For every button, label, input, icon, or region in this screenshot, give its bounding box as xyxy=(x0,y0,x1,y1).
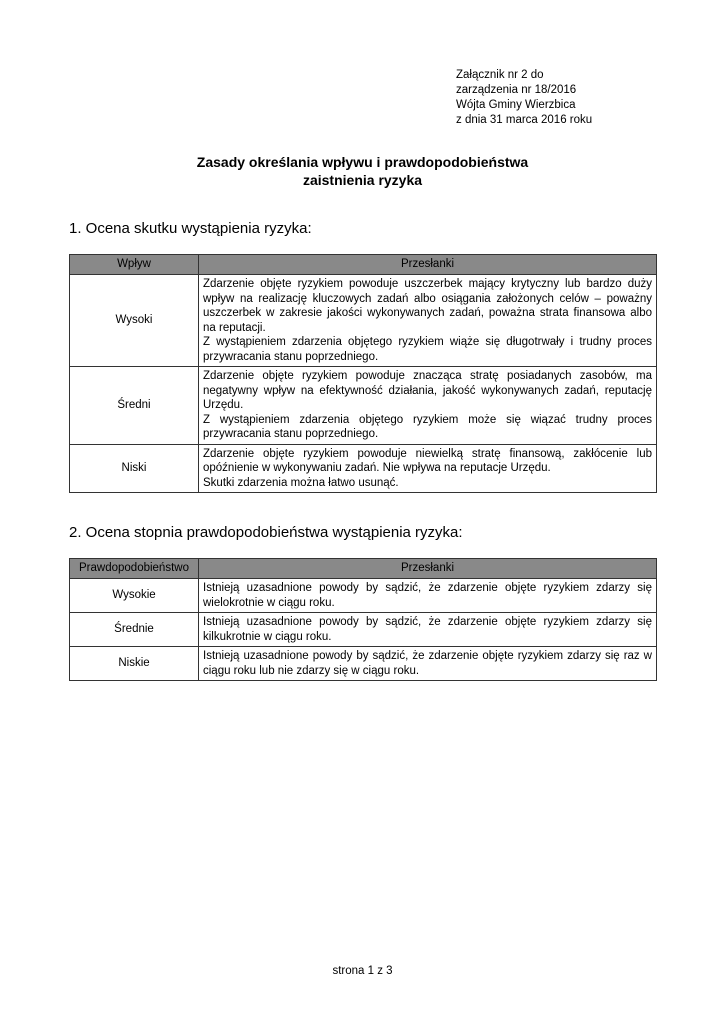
attachment-note xyxy=(456,68,592,128)
table-row xyxy=(70,367,657,445)
premise-cell xyxy=(199,613,657,647)
impact-table xyxy=(69,254,657,493)
probability-level-cell: Wysokie xyxy=(70,579,199,613)
document-title xyxy=(0,153,725,189)
premise-text: Zdarzenie objęte ryzykiem powoduje znacząca stratę posiadanych zasobów, ma negatywny wpływ na efektywność działania, jakość wykonywanych zadań, reputację Urzędu. xyxy=(203,370,652,411)
premise-text: Zdarzenie objęte ryzykiem powoduje uszczerbek mający krytyczny lub bardzo duży wpływ na realizację kluczowych zadań albo osiągania założonych celów – poważny uszczerbek w zakresie jakości wykonywanych zadań, poważna strata finansowa albo na reputacji. xyxy=(203,278,652,334)
attachment-note-line: z dnia 31 marca 2016 roku xyxy=(456,114,593,126)
table-row xyxy=(70,613,657,647)
probability-level-cell: Średnie xyxy=(70,613,199,647)
probability-table xyxy=(69,558,657,681)
impact-level-cell: Średni xyxy=(70,367,199,445)
premises-column-header: Przesłanki xyxy=(199,559,657,579)
premise-text: Skutki zdarzenia można łatwo usunąć. xyxy=(203,476,399,489)
document-title-line-2: zaistnienia ryzyka xyxy=(302,172,423,188)
premise-text: Z wystąpieniem zdarzenia objętego ryzykiem może się wiązać trudny proces przywracania stanu poprzedniego. xyxy=(203,413,652,440)
document-title-line-1: Zasady określania wpływu i prawdopodobieństwa xyxy=(196,154,529,170)
premise-cell xyxy=(199,367,657,445)
section-2-heading: 2. Ocena stopnia prawdopodobieństwa wystąpienia ryzyka: xyxy=(69,524,463,541)
attachment-note-line: Załącznik nr 2 do xyxy=(456,69,544,81)
premise-cell xyxy=(199,579,657,613)
impact-level-cell: Niski xyxy=(70,444,199,493)
premise-text: Istnieją uzasadnione powody by sądzić, że zdarzenie objęte ryzykiem zdarzy się wielokrotnie w ciągu roku. xyxy=(203,582,652,609)
premise-cell xyxy=(199,275,657,367)
table-row xyxy=(70,579,657,613)
probability-level-cell: Niskie xyxy=(70,647,199,681)
premise-cell xyxy=(199,647,657,681)
table-row xyxy=(70,647,657,681)
premise-text: Istnieją uzasadnione powody by sądzić, że zdarzenie objęte ryzykiem zdarzy się kilkukrotnie w ciągu roku. xyxy=(203,616,652,643)
section-1-heading: 1. Ocena skutku wystąpienia ryzyka: xyxy=(69,220,312,237)
impact-table-header-row xyxy=(70,255,657,275)
impact-column-header: Wpływ xyxy=(70,255,199,275)
attachment-note-line: Wójta Gminy Wierzbica xyxy=(456,99,576,111)
probability-table-header-row xyxy=(70,559,657,579)
impact-level-cell: Wysoki xyxy=(70,275,199,367)
probability-column-header: Prawdopodobieństwo xyxy=(70,559,199,579)
premise-cell xyxy=(199,444,657,493)
premises-column-header: Przesłanki xyxy=(199,255,657,275)
table-row xyxy=(70,275,657,367)
premise-text: Istnieją uzasadnione powody by sądzić, że zdarzenie objęte ryzykiem zdarzy się raz w ciągu roku lub nie zdarzy się w ciągu roku. xyxy=(203,650,652,677)
table-row xyxy=(70,444,657,493)
page-number: strona 1 z 3 xyxy=(332,965,393,977)
premise-text: Zdarzenie objęte ryzykiem powoduje niewielką stratę finansową, zakłócenie lub opóźnienie w wykonywaniu zadań. Nie wpływa na reputacje Urzędu. xyxy=(203,447,652,474)
premise-text: Z wystąpieniem zdarzenia objętego ryzykiem wiąże się długotrwały i trudny proces przywracania stanu poprzedniego. xyxy=(203,336,652,363)
attachment-note-line: zarządzenia nr 18/2016 xyxy=(456,84,577,96)
